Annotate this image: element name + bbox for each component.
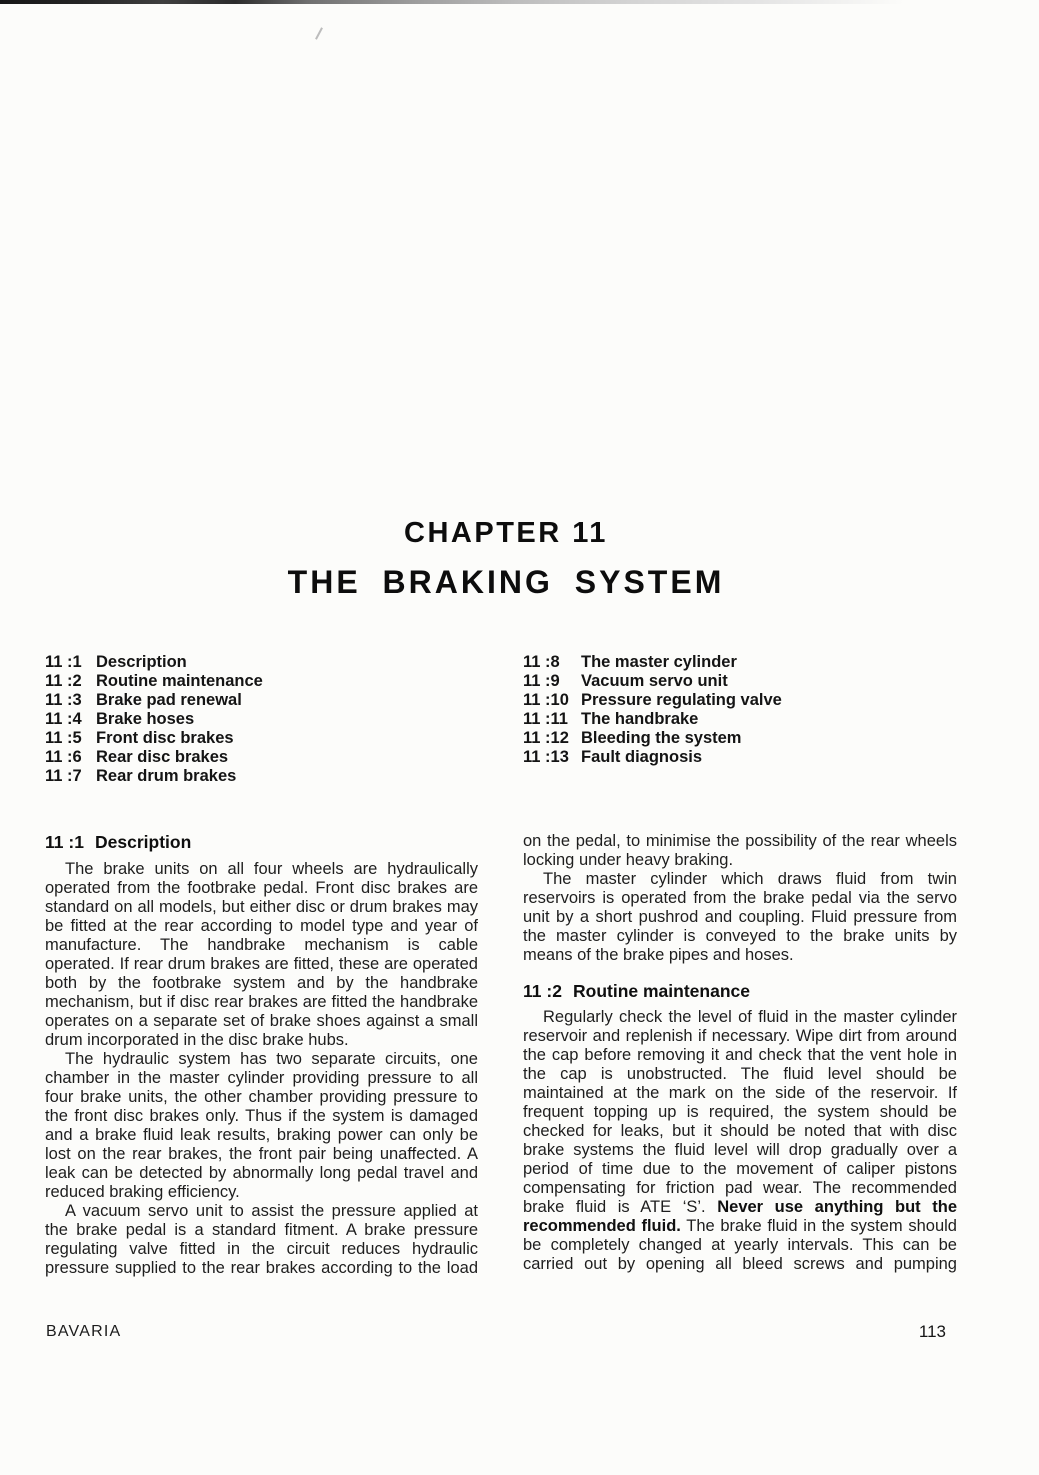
toc-entry: [45, 767, 263, 786]
toc-entry: [45, 672, 263, 691]
toc-entry: [45, 748, 263, 767]
toc-entry-number: 11 :7: [45, 767, 82, 785]
toc-entry-number: 11 :9: [523, 672, 560, 690]
toc-column-right: [523, 653, 782, 767]
footer-brand-label: BAVARIA: [46, 1323, 122, 1340]
scan-speck-artifact: [315, 27, 323, 39]
toc-entry: [45, 653, 263, 672]
body-column-right: [523, 832, 957, 1274]
toc-entry-number: 11 :3: [45, 691, 82, 709]
toc-entry-number: 11 :2: [45, 672, 82, 690]
toc-entry-label: Routine maintenance: [96, 672, 263, 690]
chapter-number-heading: CHAPTER 11: [404, 517, 608, 549]
paragraph-text: The brake fluid in the system should be completely changed at yearly intervals. This can be carried out by opening all bleed screws and pumping: [523, 1217, 957, 1273]
toc-entry: [45, 691, 263, 710]
toc-entry: [523, 748, 782, 767]
toc-entry-label: Fault diagnosis: [581, 748, 703, 766]
toc-entry-label: Bleeding the system: [581, 729, 742, 747]
toc-entry-label: The master cylinder: [581, 653, 737, 671]
toc-entry-number: 11 :5: [45, 729, 82, 747]
toc-entry-label: The handbrake: [581, 710, 699, 728]
paragraph: A vacuum servo unit to assist the pressure applied at the brake pedal is a standard fitment. A brake pressure regulating valve fitted in the circuit reduces hydraulic pressure supplied to the rear brakes according to the load: [45, 1202, 478, 1277]
toc-entry: [523, 710, 782, 729]
paragraph-bold-text: Never use anything but the recommended fluid.: [523, 1198, 957, 1235]
paragraph: on the pedal, to minimise the possibility of the rear wheels locking under heavy braking.: [523, 832, 957, 869]
chapter-title-block: [0, 519, 1012, 598]
page-number: 113: [918, 1322, 946, 1341]
paragraph-text: Regularly check the level of fluid in the master cylinder reservoir and replenish if necessary. Wipe dirt from around the cap before removing it and check that the vent hole in the cap is unobstructed. The fluid level should be maintained at the mark on the side of the reservoir. If frequent topping up is required, the system should be checked for leaks, but it should be noted that with disc brake systems the fluid level will drop gradually over a period of time due to the movement of caliper pistons compensating for friction pad wear. The recommended brake fluid is ATE ‘S’.: [523, 1008, 957, 1216]
toc-entry-number: 11 :4: [45, 710, 82, 728]
paragraph: The hydraulic system has two separate circuits, one chamber in the master cylinder providing pressure to all four brake units, the other chamber providing pressure to the front disc brakes only. Thus if the system is damaged and a brake fluid leak results, braking power can only be lost on the rear brakes, the front pair being unaffected. A leak can be detected by abnormally long pedal travel and reduced braking efficiency.: [45, 1050, 478, 1201]
toc-entry-number: 11 :6: [45, 748, 82, 766]
toc-entry-label: Rear drum brakes: [96, 767, 237, 785]
section-heading-routine-maintenance: [523, 981, 957, 1001]
paragraph: [523, 1008, 957, 1274]
toc-entry: [523, 729, 782, 748]
toc-entry: [45, 710, 263, 729]
toc-entry-number: 11 :1: [45, 653, 82, 671]
toc-entry-label: Description: [96, 653, 187, 671]
paragraph: The brake units on all four wheels are hydraulically operated from the footbrake pedal. Front disc brakes are standard on all models, but either disc or drum brakes may be fitted at the rear according to model type and year of manufacture. The handbrake mechanism is cable operated. If rear drum brakes are fitted, these are operated both by the footbrake system and by the handbrake mechanism, but if disc rear brakes are fitted the handbrake operates on a separate set of brake shoes against a small drum incorporated in the disc brake hubs.: [45, 860, 478, 1049]
toc-entry-label: Vacuum servo unit: [581, 672, 728, 690]
toc-entry-number: 11 :10: [523, 691, 569, 709]
section-heading-description: [45, 832, 478, 852]
section-title: Routine maintenance: [573, 981, 750, 1001]
section-number: 11 :2: [523, 981, 562, 1001]
toc-entry-label: Pressure regulating valve: [581, 691, 782, 709]
toc-entry-number: 11 :11: [523, 710, 568, 728]
toc-entry-label: Rear disc brakes: [96, 748, 229, 766]
toc-entry-label: Brake pad renewal: [96, 691, 242, 709]
section-title: Description: [95, 832, 192, 852]
toc-column-left: [45, 653, 263, 786]
toc-entry-label: Brake hoses: [96, 710, 195, 728]
body-column-left: [45, 832, 478, 1278]
paragraph: The master cylinder which draws fluid from twin reservoirs is operated from the brake pedal via the servo unit by a short pushrod and coupling. Fluid pressure from the master cylinder is conveyed to the brake units by means of the brake pipes and hoses.: [523, 870, 957, 964]
toc-entry-label: Front disc brakes: [96, 729, 234, 747]
chapter-title-heading: THE BRAKING SYSTEM: [287, 564, 725, 600]
toc-entry: [523, 691, 782, 710]
section-number: 11 :1: [45, 832, 84, 852]
toc-entry-number: 11 :12: [523, 729, 569, 747]
toc-entry: [523, 653, 782, 672]
toc-entry: [523, 672, 782, 691]
scan-edge-artifact: [0, 0, 905, 4]
toc-entry-number: 11 :13: [523, 748, 569, 766]
toc-entry: [45, 729, 263, 748]
toc-entry-number: 11 :8: [523, 653, 560, 671]
